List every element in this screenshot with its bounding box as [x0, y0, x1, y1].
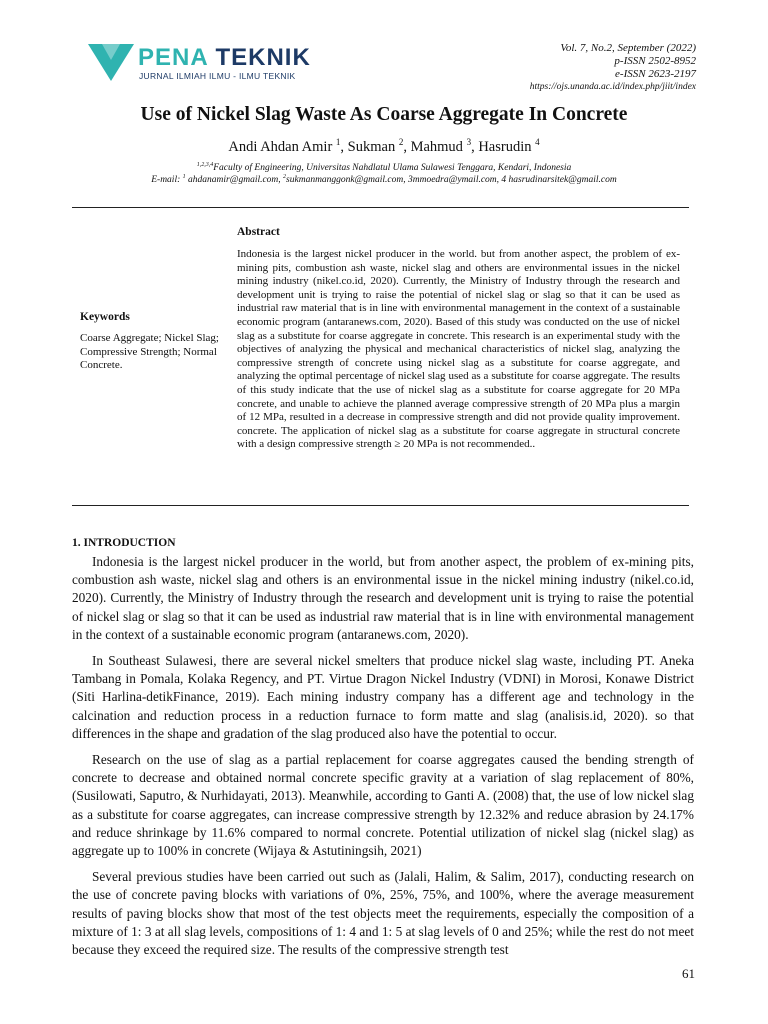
author-sup: 1 [335, 137, 341, 147]
email-label: E-mail: [151, 175, 181, 186]
bottom-divider [72, 505, 689, 506]
logo-triangle-icon [88, 42, 134, 82]
abstract-text: Indonesia is the largest nickel producer in the world. but from another aspect, the problem of ex-mining pits, combustion ash waste, nickel slag and others are environmental issues in the nickel mining industry (nikel.co.id, 2020). Currently, the Ministry of Industry through the research and development unit is trying to raise the potential of nickel slag or slag so that it can be used as industrial raw material that is in line with environmental management in the context of a sustainable economic program (antaranews.com, 2020). Based of this study was conducted on the use of nickel slag as a substitute for coarse aggregate in concrete. This research is an experimental study with the objectives of analyzing the physical and mechanical characteristics of nickel slag, analyzing the compressive strength of concrete using nickel slag as a substitute for coarse aggregate, and analyzing the optimal percentage of nickel slag used as a substitute for coarse aggregate. The results of this study indicate that the use of nickel slag as a substitute for coarse aggregate for 20 MPa concrete, and unable to achieve the planned average compressive strength of 20 MPa plus a margin of 12 MPa, resulted in a decrease in compressive strength and did not provide quality improvement. concrete. The application of nickel slag as a substitute for coarse aggregate in structural concrete with a design compressive strength ≥ 20 MPa is not recommended.. [237, 248, 680, 451]
author-sup: 2 [398, 137, 404, 147]
affiliation-text: Faculty of Engineering, Universitas Nahdlatul Ulama Sulawesi Tenggara, Kendari, Indonesia [213, 163, 572, 174]
journal-url[interactable]: https://ojs.unanda.ac.id/index.php/jiit/index [529, 82, 696, 92]
author-emails [0, 174, 768, 185]
logo-name2: TEKNIK [215, 44, 311, 71]
logo-title [138, 44, 311, 72]
paragraph: Indonesia is the largest nickel producer in the world, but from another aspect, the problem of ex-mining pits, combustion ash waste, nickel slag and others is an environmental issue in the nickel mining industry (nikel.co.id, 2020). Currently, the Ministry of Industry through the research and development unit is trying to raise the potential of nickel slag or slag so that it can be used as industrial raw material that is in line with environmental management in the context of a sustainable economic program (antaranews.com, 2020). [72, 554, 694, 642]
paragraph: Several previous studies have been carried out such as (Jalali, Halim, & Salim, 2017), conducting research on the use of concrete paving blocks with variations of 0%, 25%, 75%, and 100%, where the average measurement results of paving blocks show that most of the test objects meet the requirements, especially the composition of a mixture of 1: 3 at all slag levels, compositions of 1: 4 and 1: 5 at slag levels of 0 and 25%; while the rest do not meet because they exceed the required size. The results of the compressive strength test [72, 869, 694, 958]
journal-e-issn: e-ISSN 2623-2197 [615, 68, 696, 80]
author-name: Mahmud [410, 138, 463, 155]
email-sup: 2 [283, 174, 287, 180]
paper-title: Use of Nickel Slag Waste As Coarse Aggregate In Concrete [140, 104, 628, 125]
affiliation-sup: 1,2,3,4 [196, 162, 214, 168]
journal-info [530, 42, 696, 94]
keywords-text: Coarse Aggregate; Nickel Slag; Compressive Strength; Normal Concrete. [80, 332, 219, 372]
journal-logo [88, 42, 328, 84]
affiliation [0, 162, 768, 173]
author-list: Andi Ahdan Amir $^1$, Sukman $^2$, Mahmud $^3$, Hasrudin $^4$ [228, 137, 540, 155]
logo-name: PENA [138, 44, 208, 71]
author-sup: 3 [466, 137, 472, 147]
email-link[interactable]: ahdanamir@gmail.com, [188, 175, 281, 186]
paragraph: In Southeast Sulawesi, there are several nickel smelters that produce nickel slag waste, including PT. Aneka Tambang in Pomala, Kolaka Regency, and PT. Virtue Dragon Nickel Industry (VDNI) in Morosi, Konawe District (Siti Harlina-detikFinance, 2019). Each mining industry company has a different age and technology in the calcination and reduction process in a reduction furnace to form matte and slag (analisis.id, 2020). so that differences in the shape and gradation of the slag produced also have the potential to occur. [72, 653, 694, 741]
section-heading-introduction: 1. INTRODUCTION [72, 537, 176, 549]
paragraph: Research on the use of slag as a partial replacement for coarse aggregates caused the bending strength of concrete to decrease and obtained normal concrete specific gravity at a variation of slag replacement of 80%, (Susilowati, Saputro, & Nurhidayati, 2013). Meanwhile, according to Ganti A. (2008) that, the use of low nickel slag as a substitute for coarse aggregates, can increase compressive strength by 12.32% and reduce abrasion by 24.17% and reduce shrinkage by 11.6% compared to normal concrete. Potential utilization of nickel slag (nickel slag) as aggregate up to 100% in concrete (Wijaya & Astutiningsih, 2021) [72, 752, 694, 859]
author-name: Hasrudin [478, 138, 532, 155]
logo-subtitle: JURNAL ILMIAH ILMU - ILMU TEKNIK [139, 71, 296, 81]
journal-p-issn: p-ISSN 2502-8952 [614, 55, 696, 67]
author-name: Andi Ahdan Amir [228, 138, 333, 155]
introduction-body [72, 553, 694, 967]
keywords-heading: Keywords [80, 311, 130, 323]
top-divider [72, 207, 689, 208]
author-name: Sukman [347, 138, 396, 155]
author-sup: 4 [535, 137, 540, 147]
page-number: 61 [682, 966, 695, 981]
journal-volume: Vol. 7, No.2, September (2022) [560, 42, 696, 54]
abstract-heading: Abstract [237, 226, 280, 238]
email-sup: 1 [182, 174, 186, 180]
email-link[interactable]: sukmanmanggonk@gmail.com, 3mmoedra@ymail.com, 4 hasrudinarsitek@gmail.com [286, 175, 617, 186]
